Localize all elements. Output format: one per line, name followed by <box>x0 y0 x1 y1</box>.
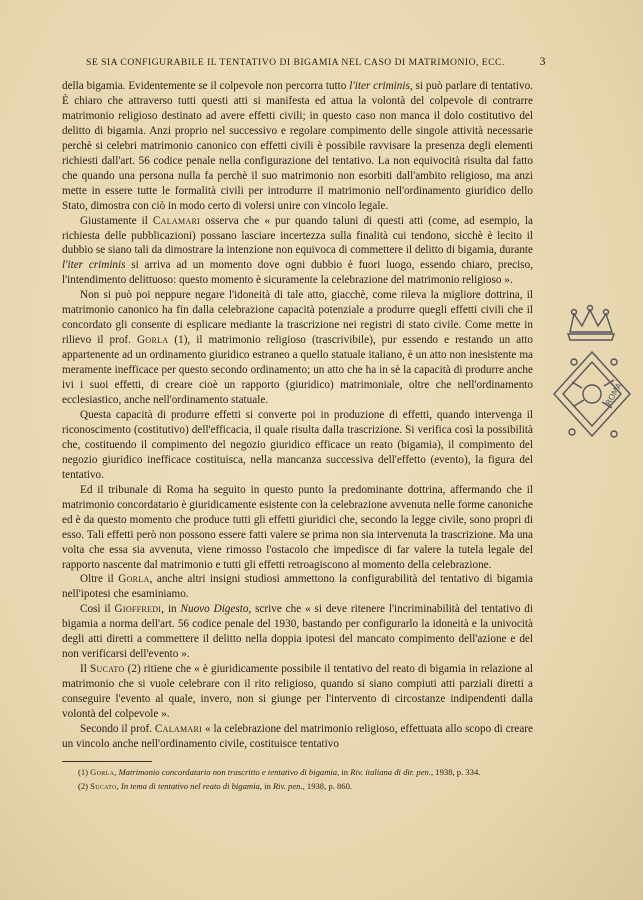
paragraph <box>62 79 533 214</box>
paragraph <box>62 662 533 722</box>
author-name: Gorla <box>90 767 115 777</box>
text-run: , <box>116 781 121 791</box>
running-title: SE SIA CONFIGURABILE IL TENTATIVO DI BIGAMIA NEL CASO DI MATRIMONIO, ECC. <box>86 57 505 68</box>
text-run: , 1938, p. 334. <box>431 767 481 777</box>
paragraph <box>62 602 533 662</box>
text-run: (2) <box>78 781 91 791</box>
paragraph <box>62 214 533 289</box>
text-run: Il <box>80 663 90 676</box>
stamp-text: ROMA <box>603 381 624 407</box>
library-stamp-icon <box>552 302 638 450</box>
author-name: Gorla <box>136 334 169 347</box>
text-run: , in <box>337 767 351 777</box>
author-name: Gorla <box>118 573 150 586</box>
text-run: Questa capacità di produrre effetti si converte poi in produzione di effetti, quando intervenga il riconoscimento (costitutivo) dell'efficacia, il quale risulta dalla trascrizione. Si verifica così la possibilità che, costituendo il compimento del negozio giuridico efficace un reato (bigamia), il compimento del negozio giuridico inefficace costituisca, nella mancanza successiva dell'effetto (evento), la figura del tentativo. <box>62 408 533 481</box>
author-name: Gioffredi <box>114 603 162 616</box>
italic-text: Riv. pen. <box>272 781 303 791</box>
text-run: , <box>114 767 119 777</box>
author-name: Calamari <box>154 722 203 735</box>
body-text <box>62 79 533 752</box>
italic-text: Riv. italiana di dir. pen. <box>350 767 431 777</box>
footnote <box>62 780 533 792</box>
italic-text: Matrimonio concordatario non trascritto e tentativo di bigamia <box>118 767 338 777</box>
paragraph <box>62 408 533 483</box>
text-run: (1) <box>78 767 91 777</box>
page-number: 3 <box>539 54 546 68</box>
paragraph <box>62 722 533 752</box>
text-run: , 1938, p. 860. <box>302 781 353 791</box>
text-run: , in <box>161 603 181 616</box>
italic-text: In tema di tentativo nel reato di bigamia <box>120 781 260 791</box>
text-run: Ed il tribunale di Roma ha seguito in questo punto la predominante dottrina, affermando che il matrimonio concordatario è giuridicamente esistente con la celebrazione avvenuta nelle forme canoniche ed è da questo momento che produce tutti gli effetti giuridici che, secondo la legge civile, sono propri di esso. Tali effetti però non possono essere fatti valere se prima non sia intervenuta la trascrizione. Ma una volta che essa sia avvenuta, viene rimosso l'ostacolo che impedisce di far valere la tutela legale del rapporto nascente dal matrimonio e tutti gli effetti retroagiscono al momento della celebrazione. <box>62 483 533 571</box>
text-run: Così il <box>80 603 115 616</box>
text-run: , si può parlare di tentativo. È chiaro che attraverso tutti questi atti si manifesta ed attua la volontà del colpevole di contrarre matrimonio religioso destinato ad avere effetti civili; in questo caso non manca il dolo costitutivo del delitto di bigamia. Anzi proprio nel successivo e regolare compimento delle singole attività necessarie perchè si celebri matrimonio canonico con effetti civili è possibile ravvisare la presenza degli elementi richiesti dall'art. 56 codice penale nella configurazione del tentativo. La non equivocità risulta dal fatto che quando una persona nulla fa perchè il suo matrimonio non esorbiti dall'ambito religioso, ma anzi mette in essere tutte le formalità civili per introdurre il matrimonio nell'ordinamento giuridico dello Stato, dimostra con ciò in modo certo di volersi unire con vincolo legale. <box>62 80 533 212</box>
text-run: , anche altri insigni studiosi ammettono la configurabilità del tentativo di bigamia nell'ipotesi che esaminiamo. <box>62 573 533 601</box>
author-name: Sucato <box>90 781 117 791</box>
text-run: Oltre il <box>80 573 119 586</box>
text-run: « la celebrazione del matrimonio religioso, effettuata allo scopo di creare un vincolo anche nell'ordinamento civile, costituisce tentativo <box>62 722 533 750</box>
author-name: Calamari <box>152 214 201 227</box>
footnotes <box>62 766 533 794</box>
paragraph <box>62 288 533 408</box>
author-name: Sucato <box>89 663 125 676</box>
running-header <box>86 54 546 69</box>
text-run: (1), il matrimonio religioso (trascrivibile), pur essendo e restando un atto appartenente ad un ordinamento giuridico estraneo a quello statuale italiano, è un atto non inesistente ma meramente inefficace per questo secondo ordinamento; un atto che ha in sè la capacità di produrre anche ivi i suoi effetti, di creare cioè un rapporto (giuridico) matrimoniale, oltre che nell'ordinamento ecclesiastico, anche nell'ordinamento statuale. <box>62 334 534 407</box>
italic-text: l'iter criminis <box>349 80 410 92</box>
text-run: Giustamente il <box>80 214 153 227</box>
footnote <box>62 766 533 778</box>
text-run: , scrive che « si deve ritenere l'incriminabilità del tentativo di bigamia a norma dell'art. 56 codice penale del 1930, bastando per configurarlo la idoneità e la univocità degli atti diretti a commettere il delitto nella doppia ipotesi del mancato compimento dell'azione e del non verificarsi dell'evento ». <box>62 603 534 661</box>
italic-text: l'iter criminis <box>62 259 126 272</box>
text-run: Non si può poi neppure negare l'idoneità di tale atto, giacchè, come rileva la migliore dottrina, il matrimonio canonico ha fin dalla celebrazione capacità potenziale a produrre quegli effetti civili che il concordato gli consente di esplicare mediante la trascrizione nei registri di stato civile. Come mette in rilievo il prof. <box>62 289 533 347</box>
italic-text: Nuovo Digesto <box>180 603 249 616</box>
text-run: Secondo il prof. <box>80 722 155 735</box>
text-run: osserva che « pur quando taluni di questi atti (come, ad esempio, la richiesta delle pubblicazioni) possano lasciare incertezza sulla finalità cui tendono, sicchè è lecito il dubbio se siano tali da dimostrare la intenzione non equivoca di commettere il delitto di bigamia, durante <box>62 214 533 257</box>
text-run: (2) ritiene che « è giuridicamente possibile il tentativo del reato di bigamia in relazione al matrimonio che si vuole celebrare con il rito religioso, quando si siano compiuti atti parziali diretti a conseguire l'evento al quale, invero, non si giunge per l'intervento di circostanze indipendenti dalla volontà del colpevole ». <box>62 663 533 721</box>
text-run: si arriva ad un momento dove ogni dubbio è fuori luogo, essendo chiaro, preciso, l'intendimento delittuoso: questo momento è sicuramente la celebrazione del matrimonio religioso ». <box>62 259 533 287</box>
paragraph <box>62 483 533 573</box>
paragraph <box>62 572 533 602</box>
text-run: , in <box>259 781 273 791</box>
text-run: della bigamia. Evidentemente se il colpevole non percorra tutto <box>62 80 350 92</box>
footnote-rule <box>62 761 152 762</box>
